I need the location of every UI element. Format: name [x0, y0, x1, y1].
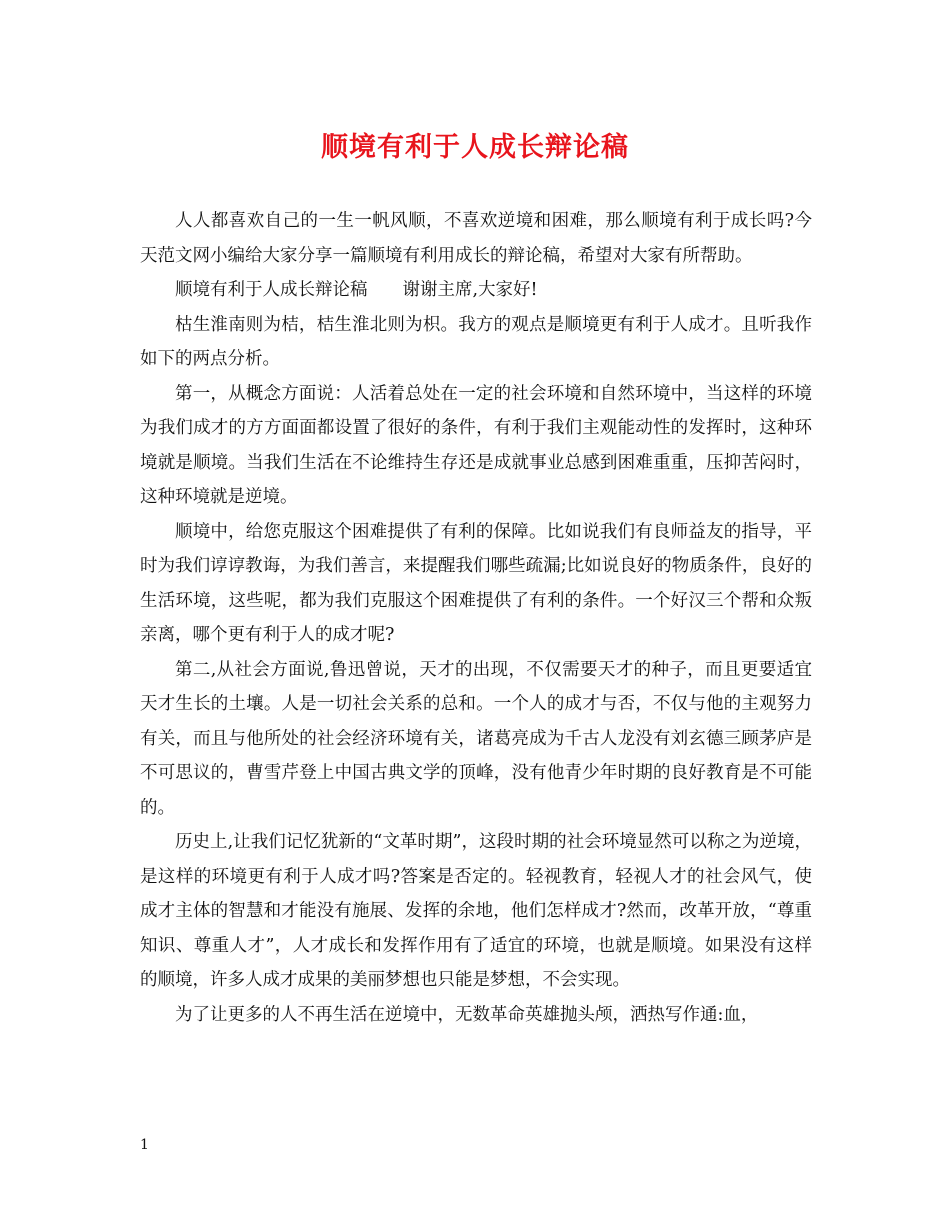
- page-number: 1: [140, 1137, 149, 1153]
- paragraph-favorable-conditions: 顺境中，给您克服这个困难提供了有利的保障。比如说我们有良师益友的指导，平时为我们谆谆教诲，为我们善言，来提醒我们哪些疏漏;比如说良好的物质条件，良好的生活环境，这些呢，都为我们克服这个困难提供了有利的条件。一个好汉三个帮和众叛亲离，哪个更有利于人的成才呢?: [140, 521, 812, 645]
- paragraph-revolution: 为了让更多的人不再生活在逆境中，无数革命英雄抛头颅，洒热写作通:血，: [175, 1004, 759, 1025]
- document-title: 顺境有利于人成长辩论稿: [321, 132, 629, 163]
- paragraph-point-two: 第二,从社会方面说,鲁迅曾说，天才的出现，不仅需要天才的种子，而且更要适宜天才生长的土壤。人是一切社会关系的总和。一个人的成才与否，不仅与他的主观努力有关，而且与他所处的社会经济环境有关，诸葛亮成为千古人龙没有刘玄德三顾茅庐是不可思议的，曹雪芹登上中国古典文学的顶峰，没有他青少年时期的良好教育是不可能的。: [140, 659, 812, 818]
- paragraph-heading-greeting: 顺境有利于人成长辩论稿 谢谢主席,大家好!: [175, 280, 538, 300]
- document-body: [140, 204, 812, 1032]
- paragraph-intro: 人人都喜欢自己的一生一帆风顺，不喜欢逆境和困难，那么顺境有利于成长吗?今天范文网小编给大家分享一篇顺境有利用成长的辩论稿，希望对大家有所帮助。: [140, 211, 812, 266]
- paragraph-history: 历史上,让我们记忆犹新的“文革时期”，这段时期的社会环境显然可以称之为逆境，是这样的环境更有利于人成才吗?答案是否定的。轻视教育，轻视人才的社会风气，使成才主体的智慧和才能没有施展、发挥的余地，他们怎样成才?然而，改革开放，“尊重知识、尊重人才”，人才成长和发挥作用有了适宜的环境，也就是顺境。如果没有这样的顺境，许多人成才成果的美丽梦想也只能是梦想，不会实现。: [140, 832, 812, 990]
- paragraph-opening: 枯生淮南则为桔，桔生淮北则为枳。我方的观点是顺境更有利于人成才。且听我作如下的两点分析。: [140, 314, 812, 369]
- paragraph-point-one: 第一，从概念方面说：人活着总处在一定的社会环境和自然环境中，当这样的环境为我们成才的方方面面都设置了很好的条件，有利于我们主观能动性的发挥时，这种环境就是顺境。当我们生活在不论维持生存还是成就事业总感到困难重重，压抑苦闷时，这种环境就是逆境。: [140, 383, 812, 507]
